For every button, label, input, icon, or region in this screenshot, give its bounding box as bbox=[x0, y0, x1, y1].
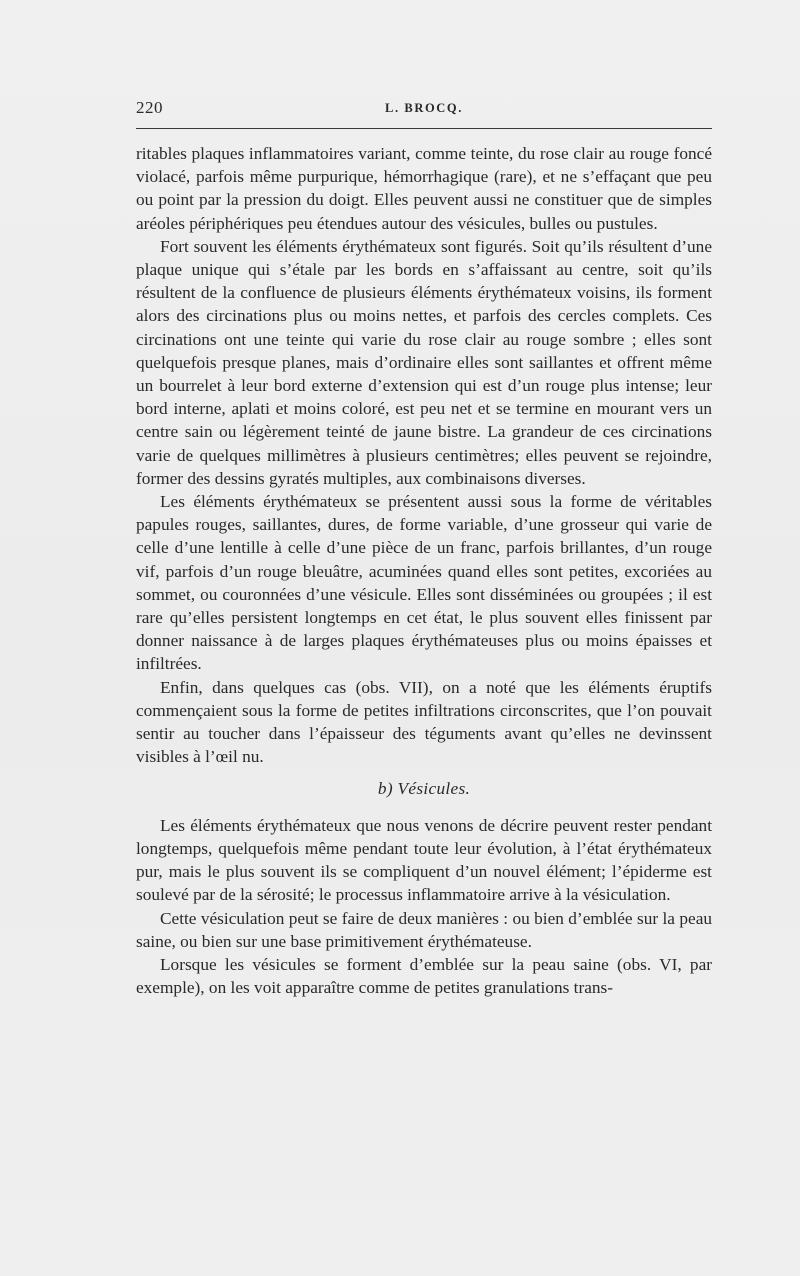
paragraph: Enfin, dans quelques cas (obs. VII), on a noté que les éléments éruptifs commençaient sous la forme de petites infiltrations circonscrites, que l’on pouvait sentir au toucher dans l’épaisseur des téguments avant qu’elles ne devinssent visibles à l’œil nu. bbox=[136, 677, 712, 767]
body-text bbox=[136, 142, 712, 999]
paragraph: Les éléments érythémateux que nous venons de décrire peuvent rester pendant longtemps, quelquefois même pendant toute leur évolution, à l’état érythémateux pur, mais le plus souvent ils se compliquent d’un nouvel élément; l’épiderme est soulevé par de la sérosité; le processus inflammatoire arrive à la vésiculation. bbox=[136, 815, 712, 905]
page-number: 220 bbox=[136, 98, 163, 117]
paragraph: Les éléments érythémateux se présentent aussi sous la forme de véritables papules rouges, saillantes, dures, de forme variable, d’une grosseur qui varie de celle d’une lentille à celle d’une pièce de un franc, parfois brillantes, d’un rouge vif, parfois d’un rouge bleuâtre, acuminées quand elles sont petites, excoriées au sommet, ou couronnées d’une vésicule. Elles sont disséminées ou groupées ; il est rare qu’elles persistent longtemps en cet état, le plus souvent elles finissent par donner naissance à de larges plaques érythémateuses plus ou moins épaisses et infiltrées. bbox=[136, 492, 712, 674]
running-head: L. BROCQ. bbox=[385, 101, 463, 115]
header-rule bbox=[136, 128, 712, 129]
subheading-letter: b) bbox=[377, 779, 393, 799]
paragraph: Lorsque les vésicules se forment d’emblée sur la peau saine (obs. VI, par exemple), on les voit apparaître comme de petites granulations trans- bbox=[136, 954, 712, 998]
subheading-title: Vésicules. bbox=[397, 779, 471, 799]
page-header bbox=[136, 98, 712, 120]
paragraph: ritables plaques inflammatoires variant, comme teinte, du rose clair au rouge foncé violacé, parfois même purpurique, hémorrhagique (rare), et ne s’effaçant que peu ou point par la pression du doigt. Elles peuvent aussi ne constituer que de simples aréoles périphériques peu étendues autour des vésicules, bulles ou pustules. bbox=[136, 144, 712, 233]
paragraph: Fort souvent les éléments érythémateux sont figurés. Soit qu’ils résultent d’une plaque unique qui s’étale par les bords en s’affaissant au centre, soit qu’ils résultent de la confluence de plusieurs éléments érythémateux voisins, ils forment alors des circinations plus ou moins nettes, et parfois des cercles complets. Ces circinations ont une teinte qui varie du rose clair au rouge sombre ; elles sont quelquefois presque planes, mais d’ordinaire elles sont saillantes et offrent même un bourrelet à leur bord externe d’extension qui est d’un rouge plus intense; leur bord interne, aplati et moins coloré, est peu net et se termine en mourant vers un centre sain ou légèrement teinté de jaune bistre. La grandeur de ces circinations varie de quelques millimètres à plusieurs centimètres; elles peuvent se rejoindre, former des dessins gyratés multiples, aux combinaisons diverses. bbox=[136, 236, 712, 488]
section-subheading bbox=[136, 777, 712, 800]
paragraph: Cette vésiculation peut se faire de deux manières : ou bien d’emblée sur la peau saine, ou bien sur une base primitivement érythémateuse. bbox=[136, 908, 712, 951]
